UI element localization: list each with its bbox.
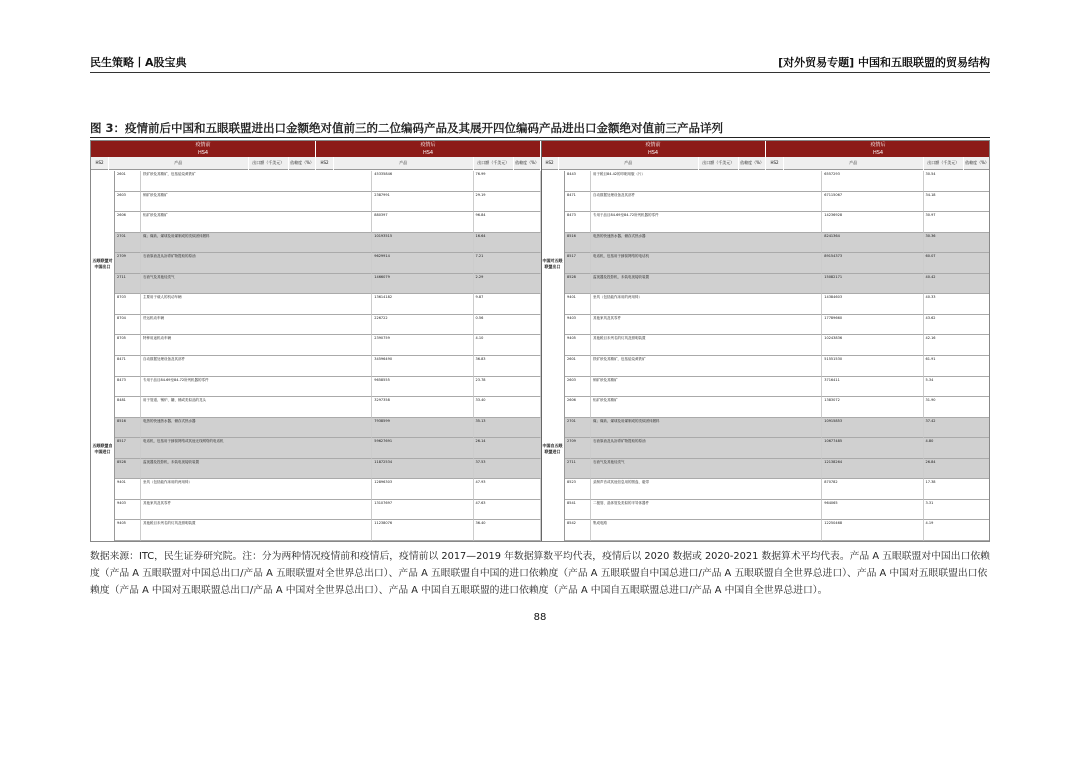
right-row-cell: 煤；煤砖、煤球及用煤制成的类似固体燃料 xyxy=(591,418,822,439)
quadrant-header xyxy=(316,141,540,157)
left-row-cell: 9401 xyxy=(115,479,141,500)
right-row-cell: 电热的快速热水器、储存式热水器 xyxy=(591,233,822,254)
right-row-cell: 30.97 xyxy=(924,212,991,233)
right-row-cell: 10915853 xyxy=(822,418,923,439)
left-row-cell: 16.64 xyxy=(474,233,542,254)
left-row-cell: 专用于品目84.69至84.72所列机器的零件 xyxy=(141,377,372,398)
right-row-cell: 51551530 xyxy=(822,356,923,377)
column-header: 出口额（千美元） xyxy=(474,157,514,170)
column-header: 产品 xyxy=(559,157,698,170)
right-row-cell: 43.62 xyxy=(924,315,991,336)
left-row-cell: 9658555 xyxy=(372,377,473,398)
right-row-cell: 5.34 xyxy=(924,377,991,398)
left-row-cell: 铁矿砂及其精矿，包括焙烧黄铁矿 xyxy=(141,171,372,192)
left-row-cell: 9403 xyxy=(115,500,141,521)
right-row-cell: 其他税目未列名的灯具及照明装置 xyxy=(591,335,822,356)
left-row-cell: 10193515 xyxy=(372,233,473,254)
column-header: 产品 xyxy=(109,157,248,170)
right-row-cell: 2601 xyxy=(565,356,591,377)
left-row-cell: 226722 xyxy=(372,315,473,336)
right-row-cell: 2603 xyxy=(565,377,591,398)
left-row-cell: 26.14 xyxy=(474,438,542,459)
left-row-cell: 35.13 xyxy=(474,418,542,439)
right-row-cell: 14384603 xyxy=(822,294,923,315)
figure-title: 图 3：疫情前后中国和五眼联盟进出口金额绝对值前三的二位编码产品及其展开四位编码产品进出口金额绝对值前三产品详列 xyxy=(90,121,723,135)
left-row-cell: 2701 xyxy=(115,233,141,254)
right-row-cell: 964065 xyxy=(822,500,923,521)
left-row-cell: 11238076 xyxy=(372,520,473,541)
right-row-cell: 2709 xyxy=(565,438,591,459)
right-row-cell: 12138264 xyxy=(822,459,923,480)
right-row-cell: 9405 xyxy=(565,335,591,356)
page-header xyxy=(90,50,990,73)
quadrant-header xyxy=(766,141,990,157)
left-row-cell: 59627691 xyxy=(372,438,473,459)
right-row-cell: 6557293 xyxy=(822,171,923,192)
right-row-cell: 铜矿砂及其精矿 xyxy=(591,377,822,398)
right-row-cell: 15082171 xyxy=(822,274,923,295)
quadrant-sub: HS4 xyxy=(422,150,434,156)
left-row-cell: 8705 xyxy=(115,335,141,356)
right-row-cell: 石油气及其他烃类气 xyxy=(591,459,822,480)
column-header: 依赖度（%） xyxy=(514,157,540,170)
page-number: 88 xyxy=(533,612,547,623)
left-row-cell: 监视器及投影机，未装电视接收装置 xyxy=(141,459,372,480)
left-row-cell: 47.93 xyxy=(474,479,542,500)
right-row-cell: 自动数据处理设备及其部件 xyxy=(591,192,822,213)
left-row-cell: 33.40 xyxy=(474,397,542,418)
left-row-cell: 37.53 xyxy=(474,459,542,480)
column-header: 出口额（千美元） xyxy=(249,157,289,170)
right-row-cell: 8241364 xyxy=(822,233,923,254)
column-header: 依赖度（%） xyxy=(739,157,765,170)
right-row-cell: 870782 xyxy=(822,479,923,500)
right-row-cell: 42.16 xyxy=(924,335,991,356)
header-right: [对外贸易专题] 中国和五眼联盟的贸易结构 xyxy=(778,56,990,69)
left-row-cell: 8528 xyxy=(115,459,141,480)
column-header: 产品 xyxy=(334,157,473,170)
region-label: 中国对五眼联盟出口 xyxy=(541,171,565,356)
left-row-cell: 8703 xyxy=(115,294,141,315)
right-row-cell: 30.54 xyxy=(924,171,991,192)
left-row-cell: 用于管道、锅炉、罐、桶或类似品的龙头 xyxy=(141,397,372,418)
left-row-cell: 36.83 xyxy=(474,356,542,377)
left-row-cell: 96.84 xyxy=(474,212,542,233)
left-row-cell: 36.40 xyxy=(474,520,542,541)
right-row-cell: 60.07 xyxy=(924,253,991,274)
left-row-cell: 坐具（包括能作床用的两用椅） xyxy=(141,479,372,500)
right-row-cell: 30.36 xyxy=(924,233,991,254)
quadrant-period: 疫情前 xyxy=(645,142,661,148)
right-row-cell: 8516 xyxy=(565,233,591,254)
left-row-cell: 2601 xyxy=(115,171,141,192)
left-row-cell: 2.29 xyxy=(474,274,542,295)
right-row-cell: 37.42 xyxy=(924,418,991,439)
right-row-cell: 67115067 xyxy=(822,192,923,213)
column-header: 出口额（千美元） xyxy=(924,157,964,170)
right-row-cell: 4.19 xyxy=(924,520,991,541)
right-row-cell: 坐具（包括能作床用的两用椅） xyxy=(591,294,822,315)
left-row-cell: 9405 xyxy=(115,520,141,541)
left-row-cell: 石油原油及从沥青矿物提取的原油 xyxy=(141,253,372,274)
left-row-cell: 煤；煤砖、煤球及用煤制成的类似固体燃料 xyxy=(141,233,372,254)
left-row-cell: 铝矿砂及其精矿 xyxy=(141,212,372,233)
right-row-cell: 电话机，包括用于蜂窝网络的电话机 xyxy=(591,253,822,274)
header-left: 民生策略丨A股宝典 xyxy=(90,56,187,69)
left-row-cell: 7938599 xyxy=(372,418,473,439)
right-row-cell: 3.31 xyxy=(924,500,991,521)
right-row-cell: 其他家具及其零件 xyxy=(591,315,822,336)
left-row-cell: 其他家具及其零件 xyxy=(141,500,372,521)
right-row-cell: 8541 xyxy=(565,500,591,521)
left-row-cell: 2709 xyxy=(115,253,141,274)
left-row-cell: 12896303 xyxy=(372,479,473,500)
column-header: HS2 xyxy=(541,157,558,170)
left-row-cell: 4.10 xyxy=(474,335,542,356)
left-row-cell: 8516 xyxy=(115,418,141,439)
right-row-cell: 12250468 xyxy=(822,520,923,541)
right-row-cell: 10677485 xyxy=(822,438,923,459)
right-row-cell: 2606 xyxy=(565,397,591,418)
right-row-cell: 14236928 xyxy=(822,212,923,233)
right-row-cell: 17789660 xyxy=(822,315,923,336)
left-row-cell: 9.87 xyxy=(474,294,542,315)
left-row-cell: 8471 xyxy=(115,356,141,377)
left-row-cell: 自动数据处理设备及其部件 xyxy=(141,356,372,377)
right-row-cell: 专用于品目84.69至84.72所列机器的零件 xyxy=(591,212,822,233)
left-row-cell: 76.99 xyxy=(474,171,542,192)
left-row-cell: 34596490 xyxy=(372,356,473,377)
left-row-cell: 47.63 xyxy=(474,500,542,521)
right-row-cell: 8443 xyxy=(565,171,591,192)
left-row-cell: 29.19 xyxy=(474,192,542,213)
left-row-cell: 铜矿砂及其精矿 xyxy=(141,192,372,213)
left-row-cell: 主要用于载人的机动车辆 xyxy=(141,294,372,315)
title-divider xyxy=(90,137,990,138)
left-row-cell: 13107697 xyxy=(372,500,473,521)
data-table xyxy=(90,140,990,542)
column-header: 依赖度（%） xyxy=(289,157,315,170)
quadrant-sub: HS4 xyxy=(197,150,209,156)
right-row-cell: 8542 xyxy=(565,520,591,541)
source-note: 数据来源：ITC，民生证券研究院。注：分为两种情况疫情前和疫情后，疫情前以 2017—2019 年数据算数平均代表，疫情后以 2020 数据或 2020-2021 数据算术平均代表。产品 A 五眼联盟对中国出口依赖度（产品 A 五眼联盟对中国总出口/产品 A 五眼联盟对全世界总出口）、产品 A 五眼联盟自中国的进口依赖度（产品 A 五眼联盟自中国总进口/产品 A 五眼联盟自全世界总进口）、产品 A 中国对五眼联盟出口依赖度（产品 A 中国对五眼联盟总出口/产品 A 中国对全世界总出口）、产品 A 中国自五眼联盟的进口依赖度（产品 A 中国自五眼联盟总进口/产品 A 中国自全世界总进口）。 xyxy=(90,551,990,596)
left-row-cell: 8473 xyxy=(115,377,141,398)
right-row-cell: 铁矿砂及其精矿，包括焙烧黄铁矿 xyxy=(591,356,822,377)
quadrant-period: 疫情前 xyxy=(195,142,211,148)
right-row-cell: 铝矿砂及其精矿 xyxy=(591,397,822,418)
right-row-cell: 17.38 xyxy=(924,479,991,500)
left-row-cell: 7.21 xyxy=(474,253,542,274)
left-row-cell: 45335846 xyxy=(372,171,473,192)
column-header: 产品 xyxy=(784,157,923,170)
right-row-cell: 二极管、晶体管及类似的半导体器件 xyxy=(591,500,822,521)
left-row-cell: 8517 xyxy=(115,438,141,459)
quadrant-period: 疫情后 xyxy=(870,142,886,148)
region-label: 中国自五眼联盟进口 xyxy=(541,356,565,541)
left-row-cell: 货运机动车辆 xyxy=(141,315,372,336)
left-row-cell: 特种用途机动车辆 xyxy=(141,335,372,356)
left-row-cell: 2387991 xyxy=(372,192,473,213)
left-row-cell: 8704 xyxy=(115,315,141,336)
right-row-cell: 9403 xyxy=(565,315,591,336)
left-row-cell: 石油气及其他烃类气 xyxy=(141,274,372,295)
quadrant-period: 疫情后 xyxy=(420,142,436,148)
right-row-cell: 8473 xyxy=(565,212,591,233)
right-row-cell: 录制声音或其他信息用的圆盘、磁带 xyxy=(591,479,822,500)
left-row-cell: 11872534 xyxy=(372,459,473,480)
right-row-cell: 40.42 xyxy=(924,274,991,295)
column-header: 依赖度（%） xyxy=(964,157,990,170)
left-row-cell: 23.78 xyxy=(474,377,542,398)
left-row-cell: 880397 xyxy=(372,212,473,233)
quadrant-header xyxy=(541,141,765,157)
right-row-cell: 61.91 xyxy=(924,356,991,377)
right-row-cell: 2701 xyxy=(565,418,591,439)
left-row-cell: 13614182 xyxy=(372,294,473,315)
center-divider xyxy=(541,141,542,541)
column-header: 出口额（千美元） xyxy=(699,157,739,170)
right-row-cell: 8523 xyxy=(565,479,591,500)
right-row-cell: 34.18 xyxy=(924,192,991,213)
left-row-cell: 2606 xyxy=(115,212,141,233)
region-label: 五眼联盟对中国出口 xyxy=(91,171,115,356)
right-row-cell: 89154373 xyxy=(822,253,923,274)
right-row-cell: 26.84 xyxy=(924,459,991,480)
column-header: HS2 xyxy=(766,157,783,170)
right-row-cell: 用于税目84.42的印刷用版（片） xyxy=(591,171,822,192)
right-row-cell: 31.90 xyxy=(924,397,991,418)
right-row-cell: 石油原油及从沥青矿物提取的原油 xyxy=(591,438,822,459)
left-row-cell: 电热的快速热水器、储存式热水器 xyxy=(141,418,372,439)
right-row-cell: 9401 xyxy=(565,294,591,315)
right-row-cell: 8517 xyxy=(565,253,591,274)
left-row-cell: 9629914 xyxy=(372,253,473,274)
left-row-cell: 2603 xyxy=(115,192,141,213)
right-row-cell: 10243836 xyxy=(822,335,923,356)
left-row-cell: 电话机，包括用于蜂窝网络或其他无线网络的电话机 xyxy=(141,438,372,459)
left-row-cell: 0.56 xyxy=(474,315,542,336)
right-row-cell: 40.33 xyxy=(924,294,991,315)
right-row-cell: 8528 xyxy=(565,274,591,295)
column-header: HS2 xyxy=(316,157,333,170)
region-label: 五眼联盟自中国进口 xyxy=(91,356,115,541)
left-row-cell: 1466079 xyxy=(372,274,473,295)
quadrant-sub: HS4 xyxy=(647,150,659,156)
left-row-cell: 8481 xyxy=(115,397,141,418)
right-row-cell: 3716411 xyxy=(822,377,923,398)
left-row-cell: 3297358 xyxy=(372,397,473,418)
right-row-cell: 1383072 xyxy=(822,397,923,418)
column-header: HS2 xyxy=(91,157,108,170)
quadrant-header xyxy=(91,141,315,157)
right-row-cell: 集成电路 xyxy=(591,520,822,541)
quadrant-sub: HS4 xyxy=(872,150,884,156)
right-row-cell: 8471 xyxy=(565,192,591,213)
right-row-cell: 监视器及投影机，未装电视接收装置 xyxy=(591,274,822,295)
left-row-cell: 2390759 xyxy=(372,335,473,356)
right-row-cell: 2711 xyxy=(565,459,591,480)
left-row-cell: 其他税目未列名的灯具及照明装置 xyxy=(141,520,372,541)
left-row-cell: 2711 xyxy=(115,274,141,295)
right-row-cell: 4.80 xyxy=(924,438,991,459)
